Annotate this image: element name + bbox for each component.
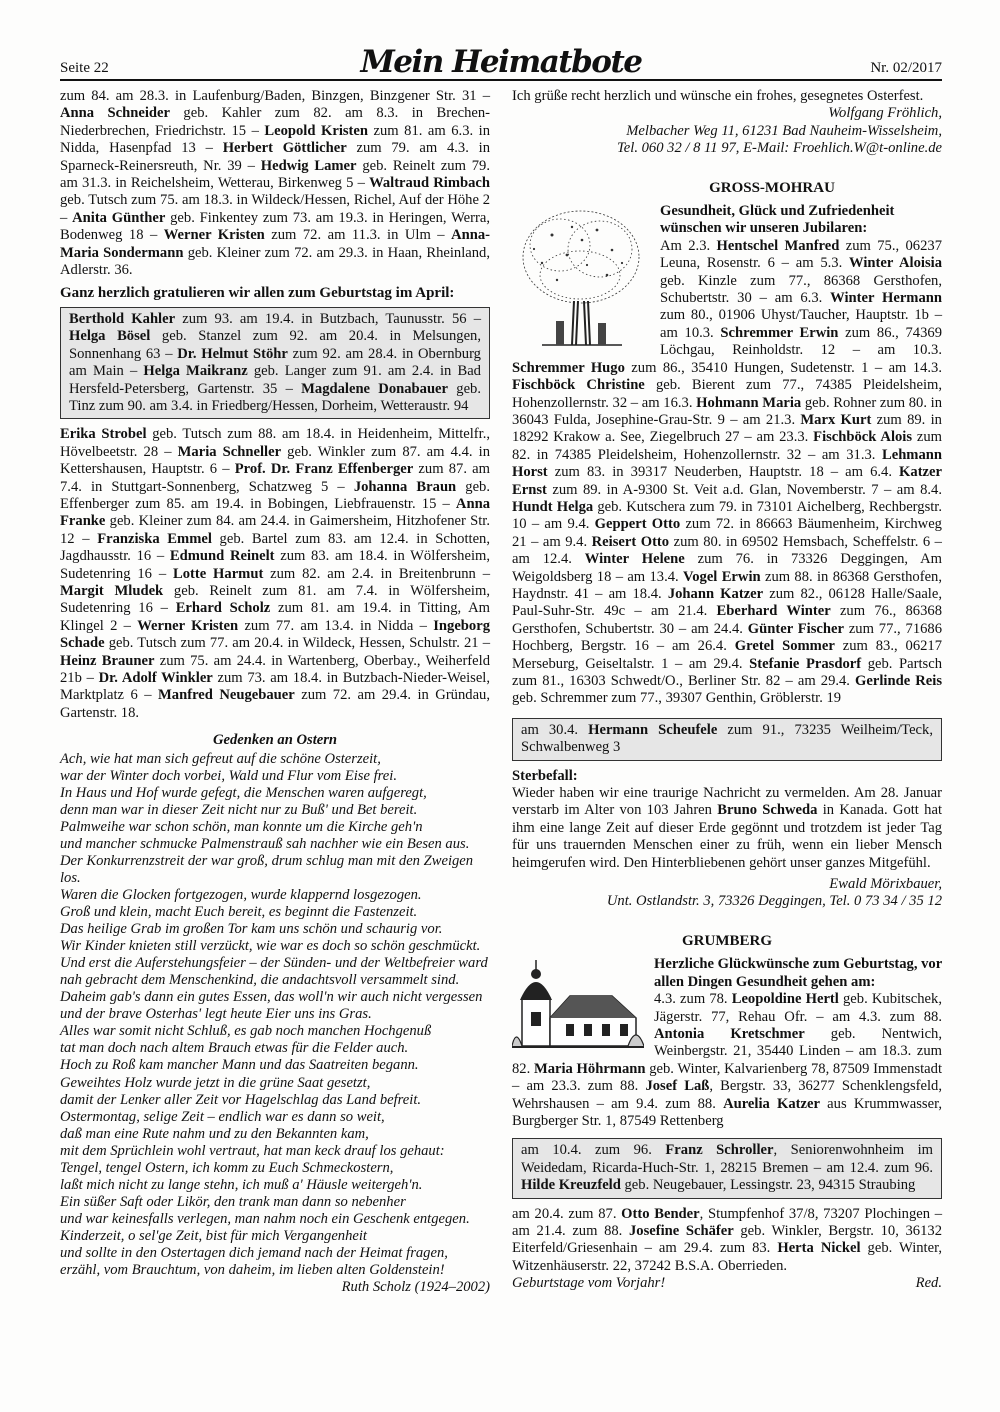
text-run: zum 86., 74369 Löchgau, Reinholdstr. 12 – am 10.3.: [660, 324, 942, 359]
text-line: Und erst die Auferstehungsfeier – der Sünden- und der Weltbefreier ward nah gebracht dem Menschenkind, die andachtsvoll versammelt sind.: [60, 955, 488, 989]
grumberg-highlight-text: [521, 1142, 933, 1194]
person-name: Dr. Helmut Stöhr: [177, 345, 288, 362]
grumberg-highlight-box: [512, 1138, 942, 1198]
text-run: zum 77., 71686 Hochberg, Bergstr. 16 – am 26.4.: [512, 620, 943, 655]
person-name: Eberhard Winter: [716, 603, 831, 620]
text-run: geb. Kutschera zum 79. in 73101 Aichelberg, Rechbergstr. 10 – am 9.4.: [512, 498, 943, 533]
text-line: denn man war in dieser Zeit nicht nur zu Buß' und Bet bereit.: [60, 801, 418, 818]
text-run: zum 81. am 6.3. in Nidda, Hasenpfad 13 –: [60, 122, 490, 157]
person-name: Hilde Kreuzfeld: [521, 1177, 621, 1194]
text-line: war der Winter doch vorbei, Wald und Flur vom Eise frei.: [60, 767, 397, 784]
person-name: Otto Bender: [621, 1205, 700, 1222]
person-name: Leopoldine Hertl: [731, 991, 839, 1008]
person-name: Heinz Brauner: [60, 652, 155, 669]
text-run: zum 89. in 18292 Krakow a. See, Ziegelbruch 27 – am 23.3.: [512, 411, 942, 446]
person-name: Waltraud Rimbach: [369, 175, 490, 192]
person-name: Hermann Scheufele: [588, 721, 718, 738]
death-notice: [512, 785, 942, 872]
text-run: zum 82. am 2.4. in Breitenbrunn –: [263, 565, 490, 582]
text-run: zum 83. in 39317 Neuderben, Hauptstr. 18 – am 6.4.: [547, 464, 900, 481]
poem-title: Gedenken an Ostern: [212, 732, 338, 749]
text-run: zum 76. in 73326 Deggingen, Am Weigoldsberg 18 – am 13.4.: [512, 551, 942, 585]
text-line: tat man doch nach altem Brauch etwas für die Felder auch.: [60, 1040, 409, 1057]
text-run: zum 84. am 28.3. in Laufenburg/Baden, Binzgen, Binzgener Str. 31 –: [60, 88, 490, 104]
text-line: und der brave Osterhas' legt heute Eier uns ins Gras.: [60, 1006, 372, 1023]
gross-mohrau-title: GROSS-MOHRAU: [709, 179, 835, 196]
person-name: Winter Helene: [584, 551, 685, 568]
text-line: damit der Lenker aller Zeit vor Hagelschlag das Land befreit.: [60, 1091, 422, 1108]
person-name: Winter Hermann: [830, 290, 942, 307]
person-name: Marx Kurt: [800, 411, 872, 428]
greeting-signature: [512, 105, 942, 157]
person-name: Manfred Neugebauer: [158, 687, 295, 704]
poem-body: [60, 751, 490, 1279]
text-line: Ostermontag, selige Zeit – endlich war es dann so weit,: [60, 1108, 385, 1125]
text-line: daß man eine Rute nahm und zu den Bekannten kam,: [60, 1125, 369, 1142]
text-line: Kinderzeit, o sel'ge Zeit, bist für mich Vergangenheit: [60, 1227, 367, 1244]
text-line: Hoch zu Roß kam mancher Mann und das Saatreiten begann.: [60, 1057, 419, 1074]
text-run: geb. Winter, Kalvarienberg 78, 87509 Immenstadt – am 23.3. zum 88.: [512, 1060, 943, 1095]
person-name: Dr. Adolf Winkler: [98, 670, 213, 686]
tree-icon: [512, 205, 650, 351]
person-name: Katzer Ernst: [512, 464, 942, 498]
text-line: Tengel, tengel Ostern, ich komm zu Euch Schmeckostern,: [60, 1159, 394, 1176]
text-run: geb. Winkler, Bergstr. 10, 36132 Eiterfeld/Griesenhain – am 29.4. zum 83.: [512, 1222, 942, 1257]
person-name: Helga Maikranz: [143, 363, 248, 380]
text-line: Tel. 060 32 / 8 11 97, E-Mail: Froehlich.W@t-online.de: [617, 140, 942, 157]
text-run: zum 77. am 13.4. in Nidda –: [238, 617, 434, 634]
person-name: Bruno Schweda: [717, 802, 818, 819]
page-number: Seite 22: [60, 60, 109, 76]
text-run: zum 81. am 19.4. in Titting, Am Klingel 2 –: [60, 600, 490, 634]
person-name: Erika Strobel: [60, 426, 147, 443]
person-name: Leopold Kristen: [264, 122, 369, 139]
person-name: Gretel Sommer: [734, 638, 835, 655]
text-run: zum 80., 01906 Uhyst/Taucher, Hauptstr. 1b – am 10.3.: [660, 307, 942, 341]
person-name: Aurelia Katzer: [723, 1095, 820, 1112]
person-name: Franziska Emmel: [97, 530, 212, 547]
person-name: Hohmann Maria: [696, 394, 802, 411]
person-name: Geppert Otto: [594, 516, 681, 533]
text-run: geb. Tutsch zum 88. am 18.4. in Heidenheim, Mittelfr., Hövelbeetstr. 28 –: [60, 426, 490, 460]
editor-mark: Red.: [915, 1275, 942, 1292]
text-run: zum 75., 06237 Leuna, Rosenstr. 6 – am 5.3.: [660, 237, 942, 272]
person-name: Werner Kristen: [163, 227, 265, 244]
text-run: geb. Tutsch zum 77. am 20.4. in Wildeck, Hessen, Schulstr. 21 –: [104, 635, 490, 652]
text-line: Alles war somit nicht Schluß, es gab noch manchen Hochgenuß: [60, 1023, 432, 1040]
text-run: geb. Kleiner zum 84. am 24.4. in Gaimersheim, Hitzhofener Str. 12 –: [60, 513, 490, 547]
text-line: und war keinesfalls verlegen, man nahm noch ein Geschenk entgegen.: [60, 1210, 470, 1227]
person-name: Vogel Erwin: [683, 568, 761, 585]
person-name: Fischböck Christine: [512, 377, 645, 394]
grumberg-title: GRUMBERG: [682, 932, 772, 949]
text-run: geb. Langer zum 91. am 2.4. in Bad Hersfeld-Petersberg, Gartenstr. 35 –: [69, 363, 481, 397]
person-name: Maria Höhrmann: [533, 1060, 646, 1077]
text-run: , Bergstr. 33, 36277 Schenklengsfeld, Wehrshausen – am 9.4. zum 88.: [512, 1078, 943, 1112]
person-name: Anna Schneider: [60, 105, 170, 122]
gross-mohrau-highlight-text: [521, 722, 933, 757]
text-run: geb. Kahler zum 82. am 8.3. in Brechen-Niederbrechen, Friedrichstr. 15 –: [60, 105, 490, 139]
person-name: Herbert Göttlicher: [222, 140, 347, 157]
text-run: zum 80. in 69502 Hemsbach, Scheffelstr. 6 – am 12.4.: [512, 533, 942, 568]
text-line: Waren die Glocken fortgezogen, wurde klappernd losgezogen.: [60, 887, 422, 903]
text-run: 4.3. zum 78.: [654, 991, 732, 1008]
text-line: laßt mich nicht zu lange stehn, ich muß a' Häusle weitergeh'n.: [60, 1176, 423, 1193]
person-name: Josefine Schäfer: [628, 1222, 734, 1239]
text-line: mit dem Sprüchlein wohl vertraut, hat man keck drauf los gehaut:: [60, 1142, 445, 1159]
text-run: zum 72. am 29.4. in Gründau, Gartenstr. 18.: [60, 687, 490, 721]
person-name: Ingeborg Schade: [60, 617, 490, 652]
text-run: geb. Finkentey zum 73. am 19.3. in Heringen, Werra, Bodenweg 18 –: [60, 209, 491, 244]
person-name: Winter Aloisia: [849, 255, 942, 272]
person-name: Johanna Braun: [353, 478, 457, 495]
text-run: geb. Stanzel zum 92. am 20.4. in Melsungen, Sonnenhang 63 –: [69, 328, 481, 362]
text-run: Wieder haben wir eine traurige Nachricht zu vermelden. Am 28. Januar verstarb im Alter von 103 Jahren: [512, 785, 942, 819]
gross-mohrau-highlight-box: [512, 718, 942, 761]
grumberg-more-birthdays: [512, 1206, 942, 1276]
text-run: zum 75. am 24.4. in Wartenberg, Oberbay., Weiherfeld 21b –: [60, 652, 490, 686]
person-name: Antonia Kretschmer: [654, 1025, 805, 1042]
person-name: Hedwig Lamer: [260, 157, 357, 174]
text-run: geb. Rohner zum 80. in 36043 Fulda, Josephine-Grau-Str. 9 – am 21.3.: [512, 394, 942, 428]
death-heading: Sterbefall:: [512, 767, 578, 784]
person-name: Helga Bösel: [69, 328, 151, 345]
april-highlight-box: [60, 307, 490, 419]
person-name: Prof. Dr. Franz Effenberger: [234, 461, 414, 478]
text-run: zum 93. am 19.4. in Butzbach, Taunusstr. 56 –: [175, 310, 481, 327]
text-run: zum 83., 06217 Merseburg, Geiseltalstr. 1 – am 29.4.: [512, 638, 943, 672]
person-name: Reisert Otto: [591, 533, 670, 550]
text-run: geb. Kleiner zum 72. am 29.3. in Haan, Rheinland, Adlerstr. 36.: [60, 244, 491, 279]
april-heading: Ganz herzlich gratulieren wir allen zum Geburtstag im April:: [60, 285, 455, 302]
text-run: geb. Partsch zum 81., 16303 Schwedt/O., Berliner Str. 82 – am 29.4.: [512, 655, 942, 689]
person-name: Margit Mludek: [60, 582, 164, 599]
text-run: zum 89. in A-9300 St. Veit a.d. Glan, Novemberstr. 7 – am 8.4.: [546, 481, 942, 498]
page-header: [60, 44, 942, 80]
person-name: Erhard Scholz: [175, 600, 271, 617]
person-name: Berthold Kahler: [69, 310, 176, 327]
person-name: Anna-Maria Sondermann: [60, 227, 490, 261]
person-name: Stefanie Prasdorf: [749, 655, 862, 672]
text-run: am 30.4.: [521, 721, 589, 738]
text-line: Wir Kinder knieten still verzückt, wie war es doch so schön geschmückt.: [60, 938, 481, 955]
text-run: , Stumpfenhof 37/8, 73207 Plochingen – am 21.4. zum 88.: [512, 1205, 943, 1239]
text-run: am 10.4. zum 96.: [521, 1142, 666, 1159]
header-rule: [60, 79, 942, 81]
text-run: zum 92. am 28.4. in Obernburg am Main –: [69, 345, 481, 380]
person-name: Josef Laß: [645, 1078, 710, 1095]
text-line: und mancher schmucke Palmenstrauß sah nachher wie ein Besen aus.: [60, 835, 470, 852]
text-run: geb. Winkler zum 87. am 4.4. in Kettershausen, Hauptstr. 6 –: [60, 443, 490, 478]
text-line: Das heilige Grab im großen Tor kam uns schön und schaurig vor.: [60, 921, 443, 938]
text-line: erzähl, vom Brauchtum, von daheim, im lieben alten Goldenstein!: [60, 1262, 445, 1279]
person-name: Franz Schroller: [665, 1142, 774, 1159]
text-run: am 20.4. zum 87.: [512, 1205, 622, 1222]
person-name: Schremmer Erwin: [720, 324, 839, 341]
text-run: geb. Winter, Witzenhäuserstr. 22, 37242 B.S.A. Oberrieden.: [512, 1240, 943, 1274]
text-run: zum 72. in 86663 Bäumenheim, Kirchweg 21 – am 9.4.: [512, 516, 942, 550]
person-name: Johann Katzer: [667, 585, 764, 602]
text-run: zum 91., 73235 Weilheim/Teck, Schwalbenweg 3: [521, 721, 933, 756]
text-run: zum 87. am 7.4. in Stuttgart-Sonnenberg, Schatzweg 5 –: [60, 461, 490, 495]
april-highlight-text: [69, 311, 481, 415]
person-name: Hentschel Manfred: [716, 237, 840, 254]
text-run: zum 72. am 11.3. in Ulm –: [264, 227, 452, 244]
gross-mohrau-intro: Gesundheit, Glück und Zufriedenheit wünschen wir unseren Jubilaren:: [660, 203, 895, 237]
person-name: Schremmer Hugo: [512, 359, 625, 376]
text-run: , Seniorenwohnheim im Weidedam, Ricarda-Huch-Str. 1, 28215 Bremen – am 12.4. zum 96.: [521, 1142, 934, 1176]
person-name: Hundt Helga: [512, 498, 594, 515]
text-line: In Haus und Hof wurde gefegt, die Menschen waren aufgeregt,: [60, 784, 427, 801]
death-signature: [512, 876, 942, 911]
text-run: aus Krummwasser, Burgberger Str. 1, 87549 Rettenberg: [512, 1095, 943, 1129]
person-name: Magdalene Donabauer: [301, 380, 449, 397]
footer-note: Geburtstage vom Vorjahr!: [512, 1275, 666, 1292]
person-name: Edmund Reinelt: [169, 548, 275, 565]
person-name: Lotte Harmut: [172, 565, 264, 582]
text-run: geb. Neugebauer, Lessingstr. 23, 94315 Straubing: [620, 1177, 916, 1194]
text-run: Am 2.3.: [660, 237, 717, 254]
text-line: Wolfgang Fröhlich,: [828, 105, 942, 122]
text-line: und sollte in den Ostertagen dich jemand nach der Heimat fragen,: [60, 1244, 448, 1261]
text-run: zum 79. am 4.3. in Sparneck-Reinersreuth, Nr. 39 –: [60, 140, 490, 174]
text-run: geb. Schremmer zum 77., 39307 Genthin, Gröblerstr. 19: [512, 690, 842, 707]
text-run: in Kanada. Gott hat ihm eine lange Zeit auf dieser Erde gegönnt und trotzdem ist jeder Tag für uns trauernden Menschen einer zu früh, wenn ein lieber Mensch heimgerufen wird. Den Hinterbliebenen gehört unser ganzes Mitgefühl.: [512, 802, 942, 871]
text-line: Der Konkurrenzstreit der war groß, drum schlug man mit den Zweigen los.: [60, 852, 474, 886]
text-line: Ewald Mörixbauer,: [829, 876, 942, 893]
issue-number: Nr. 02/2017: [870, 60, 942, 76]
church-icon: [512, 958, 644, 1052]
left-column: [60, 88, 490, 1296]
text-run: geb. Nentwich, Weinbergstr. 21, 35440 Linden – am 18.3. zum 82.: [512, 1025, 943, 1077]
text-run: geb. Tinz zum 90. am 3.4. in Friedberg/Hessen, Dorheim, Wetteraustr. 94: [69, 380, 481, 414]
text-run: zum 86., 35410 Hungen, Sudetenstr. 1 – am 14.3.: [624, 359, 942, 376]
person-name: Anita Günther: [72, 209, 166, 226]
text-run: zum 88. in 86368 Gersthofen, Haydnstr. 41 – am 18.4.: [512, 568, 943, 602]
text-run: zum 76., 86368 Gersthofen, Schubertstr. 30 – am 24.4.: [512, 603, 942, 637]
text-run: geb. Reinelt zum 79. am 31.3. in Reichelsheim, Wetterau, Birkenweg 5 –: [60, 157, 490, 192]
person-name: Herta Nickel: [777, 1240, 861, 1257]
text-run: zum 82., 06128 Halle/Saale, Paul-Suhr-Str. 49c – am 21.4.: [512, 585, 942, 620]
footer-line: [512, 1275, 942, 1292]
person-name: Anna Franke: [60, 495, 490, 530]
april-birthdays: [60, 426, 490, 722]
person-name: Maria Schneller: [177, 443, 282, 460]
greeting-text: Ich grüße recht herzlich und wünsche ein frohes, gesegnetes Osterfest.: [512, 88, 924, 104]
grumberg-intro: Herzliche Glückwünsche zum Geburtstag, vor allen Dingen Gesundheit gehen am:: [654, 956, 942, 990]
text-run: geb. Bartel zum 83. am 12.4. in Schotten, Jagdhausstr. 16 –: [60, 530, 490, 565]
masthead-title: Mein Heimatbote: [360, 44, 642, 80]
poem-author: Ruth Scholz (1924–2002): [341, 1279, 490, 1296]
text-line: Groß und klein, macht Euch bereit, es beginnt die Fastenzeit.: [60, 904, 418, 921]
text-run: geb. Effenberger zum 85. am 19.4. in Bobingen, Liebfrauenstr. 15 –: [60, 478, 490, 512]
person-name: Lehmann Horst: [512, 446, 942, 481]
text-line: Melbacher Weg 11, 61231 Bad Nauheim-Wisselsheim,: [626, 122, 942, 139]
march-birthdays: [60, 88, 490, 279]
person-name: Günter Fischer: [747, 620, 844, 637]
text-line: Ein süßer Saft oder Likör, den trank man dann so nebenher: [60, 1193, 406, 1210]
text-run: geb. Kubitschek, Jägerstr. 77, Rehau Ofr. – am 4.3. zum 88.: [654, 991, 942, 1025]
person-name: Fischböck Alois: [813, 429, 913, 446]
text-line: Ach, wie hat man sich gefreut auf die schöne Osterzeit,: [60, 750, 381, 767]
person-name: Werner Kristen: [137, 617, 239, 634]
right-column: [512, 88, 942, 1293]
text-line: Geweihtes Holz wurde jetzt in die grüne Saat gesetzt,: [60, 1074, 371, 1091]
text-run: geb. Reinelt zum 81. am 7.4. in Wölfersheim, Sudetenring 16 –: [60, 582, 490, 617]
text-run: zum 82. in 74385 Pleidelsheim, Hohenzollernstr. 32 – am 31.3.: [512, 429, 942, 463]
text-run: zum 73. am 18.4. in Butzbach-Nieder-Weisel, Marktplatz 6 –: [60, 670, 491, 704]
text-run: geb. Tutsch zum 75. am 18.3. in Wildeck/Hessen, Richel, Auf der Höhe 2 –: [60, 192, 490, 226]
person-name: Gerlinde Reis: [855, 673, 943, 689]
text-run: geb. Bierent zum 77., 74385 Pleidelsheim, Hohenzollernstr. 32 – am 16.3.: [512, 377, 942, 411]
text-line: Palmweihe war schon schön, man konnte um die Kirche geh'n: [60, 818, 423, 835]
text-line: Daheim gab's dann ein gutes Essen, das woll'n wir auch nicht vergessen: [60, 989, 483, 1006]
text-run: geb. Kinzle zum 77., 86368 Gersthofen, Schubertstr. 30 – am 6.3.: [660, 272, 942, 307]
text-line: Unt. Ostlandstr. 3, 73326 Deggingen, Tel. 0 73 34 / 35 12: [606, 893, 942, 910]
text-run: zum 83. am 18.4. in Wölfersheim, Sudetenring 16 –: [60, 548, 490, 582]
